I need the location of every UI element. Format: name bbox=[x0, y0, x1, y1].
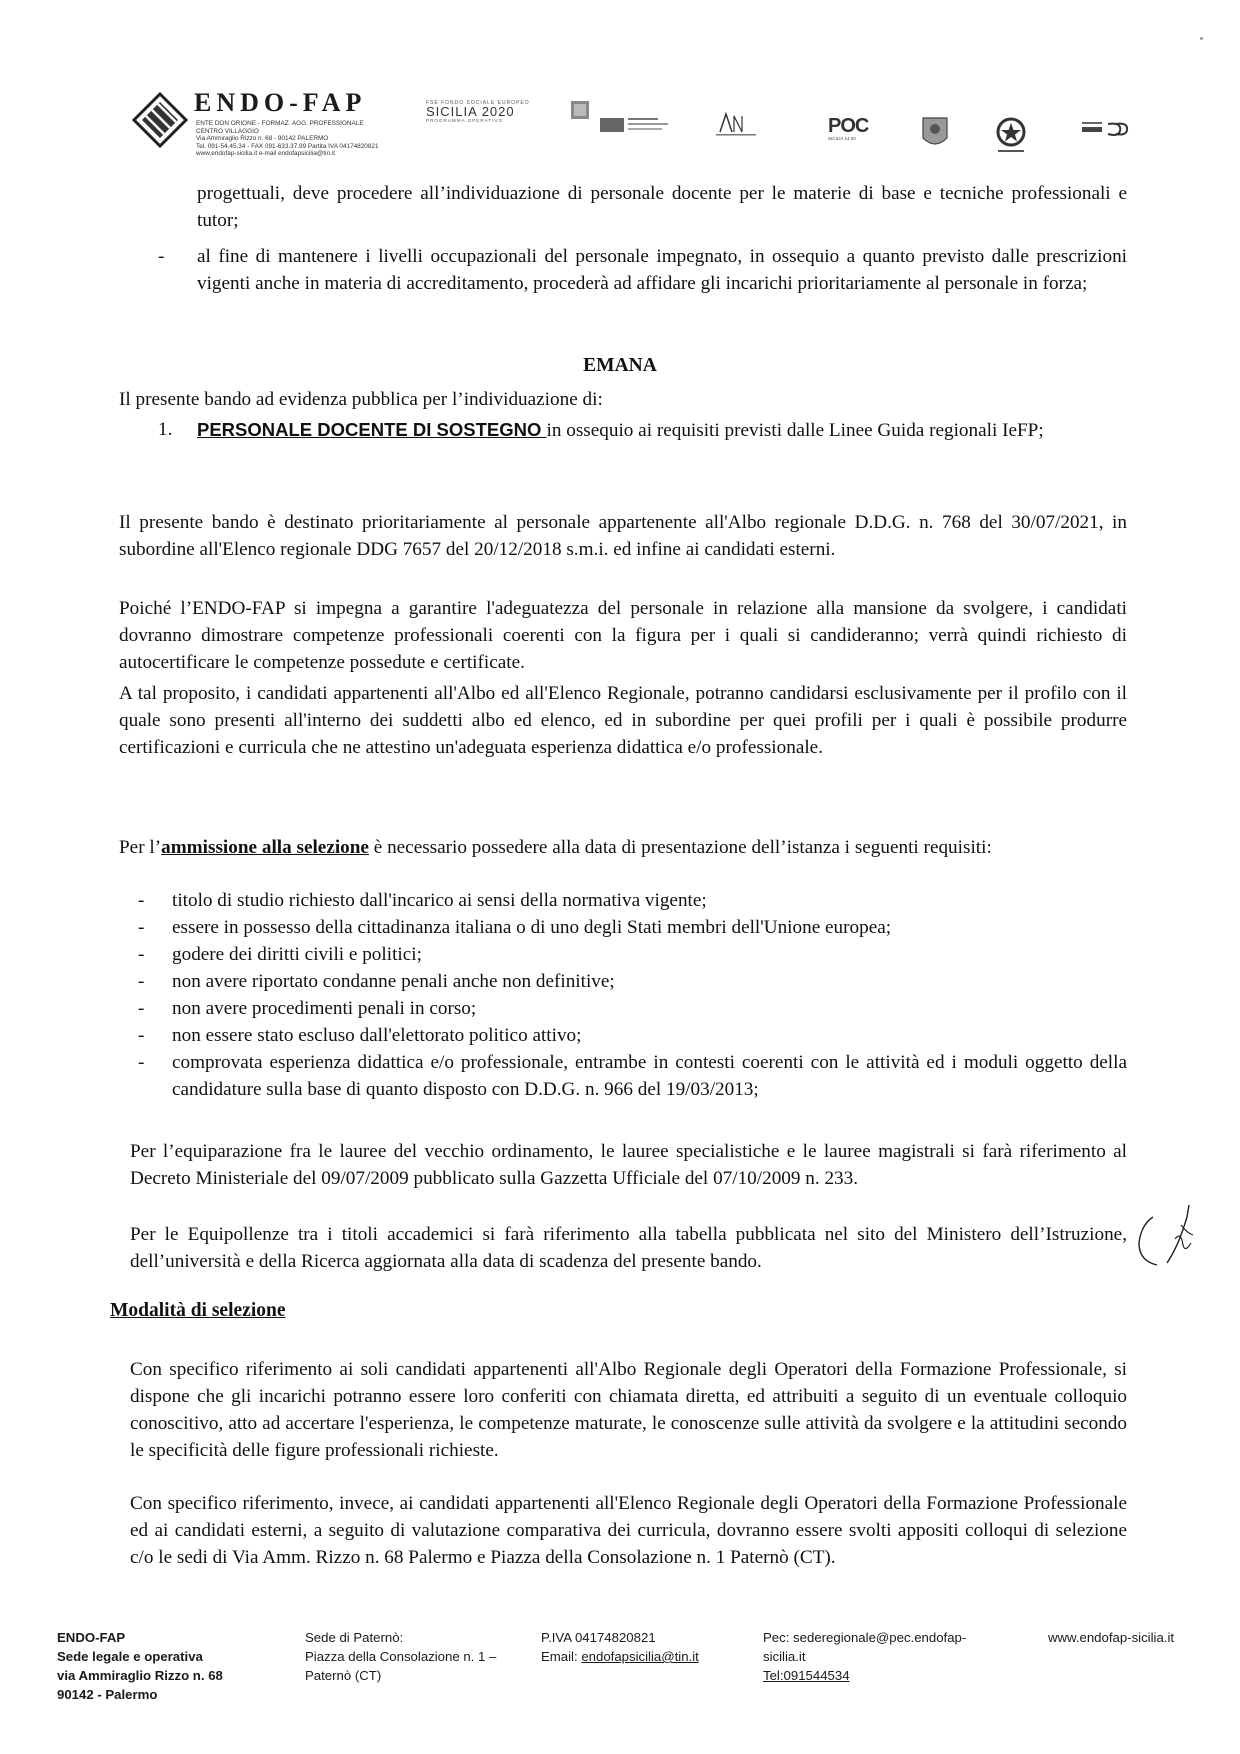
repubblica-italiana-emblem-icon bbox=[988, 112, 1034, 158]
bando-intro: Il presente bando ad evidenza pubblica per l’individuazione di: bbox=[119, 389, 603, 410]
section-title-modalita: Modalità di selezione bbox=[110, 1300, 286, 1321]
item-label: PERSONALE DOCENTE DI SOSTEGNO bbox=[197, 419, 547, 440]
footer-sede-paterno: Sede di Paternò: Piazza della Consolazione n. 1 – Paternò (CT) bbox=[305, 1630, 497, 1683]
paragraph-progettuali: progettuali, deve procedere all’individuazione di personale docente per le materie di base e tecniche professionali e tutor; bbox=[197, 183, 1127, 231]
paragraph-destinato: Il presente bando è destinato prioritariamente al personale appartenente all'Albo regionale D.D.G. n. 768 del 30/07/2021, in subordine all'Elenco regionale DDG 7657 del 20/12/2018 s.m.i. ed infine ai candidati esterni. bbox=[119, 512, 1127, 560]
anpal-logo-icon bbox=[712, 110, 762, 138]
logo-name: ENDO-FAP bbox=[194, 88, 367, 117]
ammissione-label: ammissione alla selezione bbox=[161, 837, 369, 858]
logo-address: ENTE DON ORIONE - FORMAZ. AGG. PROFESSIONALE CENTRO VILLAGGIO Via Ammiraglio Rizzo n. 68 - 90142 PALERMO Tel. 091-54.45.34 - FAX 091-633.37.99 Partita IVA 04174820821 www.endofap-sicilia.it e-mail endofapsicilia@tin.it bbox=[196, 120, 379, 157]
paragraph-ammissione: Per l’ammissione alla selezione è necessario possedere alla data di presentazione dell’istanza i seguenti requisiti: bbox=[119, 837, 992, 858]
unione-europea-logo-icon bbox=[1082, 118, 1130, 140]
paragraph-elenco: Con specifico riferimento, invece, ai candidati appartenenti all'Elenco Regionale degli Operatori della Formazione Professionale ed ai candidati esterni, a seguito di valutazione comparativa dei curricula, dovranno essere svolti appositi colloqui di selezione c/o le sedi di Via Amm. Rizzo n. 68 Palermo e Piazza della Consolazione n. 1 Paternò (CT). bbox=[130, 1493, 1127, 1568]
paragraph-poiche: Poiché l’ENDO-FAP si impegna a garantire l'adeguatezza del personale in relazione alla mansione da svolgere, i candidati dovranno dimostrare competenze professionali coerenti con la figura per i quali si candideranno; verrà quindi richiesto di autocertificare le competenze possedute e certificate. bbox=[119, 598, 1127, 673]
paragraph-equiparazione: Per l’equiparazione fra le lauree del vecchio ordinamento, le lauree specialistiche e le lauree magistrali si farà riferimento al Decreto Ministeriale del 09/07/2009 pubblicato sulla Gazzetta Ufficiale del 07/10/2009 n. 233. bbox=[130, 1141, 1127, 1189]
regione-siciliana-emblem-icon bbox=[915, 112, 955, 152]
website-link[interactable]: www.endofap-sicilia.it bbox=[1048, 1630, 1175, 1645]
paragraph-albo: Con specifico riferimento ai soli candidati appartenenti all'Albo Regionale degli Operatori della Formazione Professionale, si dispone che gli incarichi potranno essere loro conferiti con chiamata diretta, ed attribuiti a seguito di un eventuale colloquio conoscitivo, atto ad accertare l'esperienza, le competenze maturate, le conoscenze sulle attività da svolgere e la attitudini secondo le specificità delle figure professionali richieste. bbox=[130, 1359, 1127, 1461]
poc-logo: POC SICILIA 14 20 bbox=[828, 115, 869, 141]
paragraph-proposito: A tal proposito, i candidati appartenenti all'Albo ed all'Elenco Regionale, potranno candidarsi esclusivamente per il profilo con il quale sono presenti all'interno dei suddetti albo ed elenco, ed in subordine per quei profili per i quali è possibile produrre certificazioni e curricula che ne attestino un'adeguata esperienza didattica e/o professionale. bbox=[119, 683, 1127, 758]
footer-sede-legale: ENDO-FAP Sede legale e operativa via Ammiraglio Rizzo n. 68 90142 - Palermo bbox=[57, 1630, 223, 1702]
paragraph-equipollenze: Per le Equipollenze tra i titoli accademici si farà riferimento alla tabella pubblicata nel sito del Ministero dell’Istruzione, dell’università e della Ricerca aggiornata alla data di scadenza del presente bando. bbox=[130, 1224, 1127, 1272]
tel-link[interactable]: Tel:091544534 bbox=[763, 1668, 850, 1683]
ministero-logo-icon bbox=[600, 114, 680, 134]
scan-mark bbox=[1200, 37, 1203, 40]
footer-pec-tel: Pec: sederegionale@pec.endofap- sicilia.it Tel:091544534 bbox=[763, 1630, 967, 1683]
email-link[interactable]: endofapsicilia@tin.it bbox=[581, 1649, 699, 1664]
handwritten-signature bbox=[1135, 1203, 1197, 1283]
endofap-diamond-icon bbox=[132, 92, 188, 148]
letterhead bbox=[120, 82, 1130, 162]
fse-sicilia-logo: FSE FONDO SOCIALE EUROPEO SICILIA 2020 PROGRAMMA OPERATIVO bbox=[426, 100, 530, 123]
heading-emana: EMANA bbox=[583, 355, 657, 376]
endofap-logo bbox=[132, 88, 452, 158]
fse-emblem-icon bbox=[570, 100, 590, 120]
footer-piva-email: P.IVA 04174820821 Email: endofapsicilia@tin.it bbox=[541, 1630, 699, 1664]
footer-website bbox=[1048, 1628, 1174, 1647]
